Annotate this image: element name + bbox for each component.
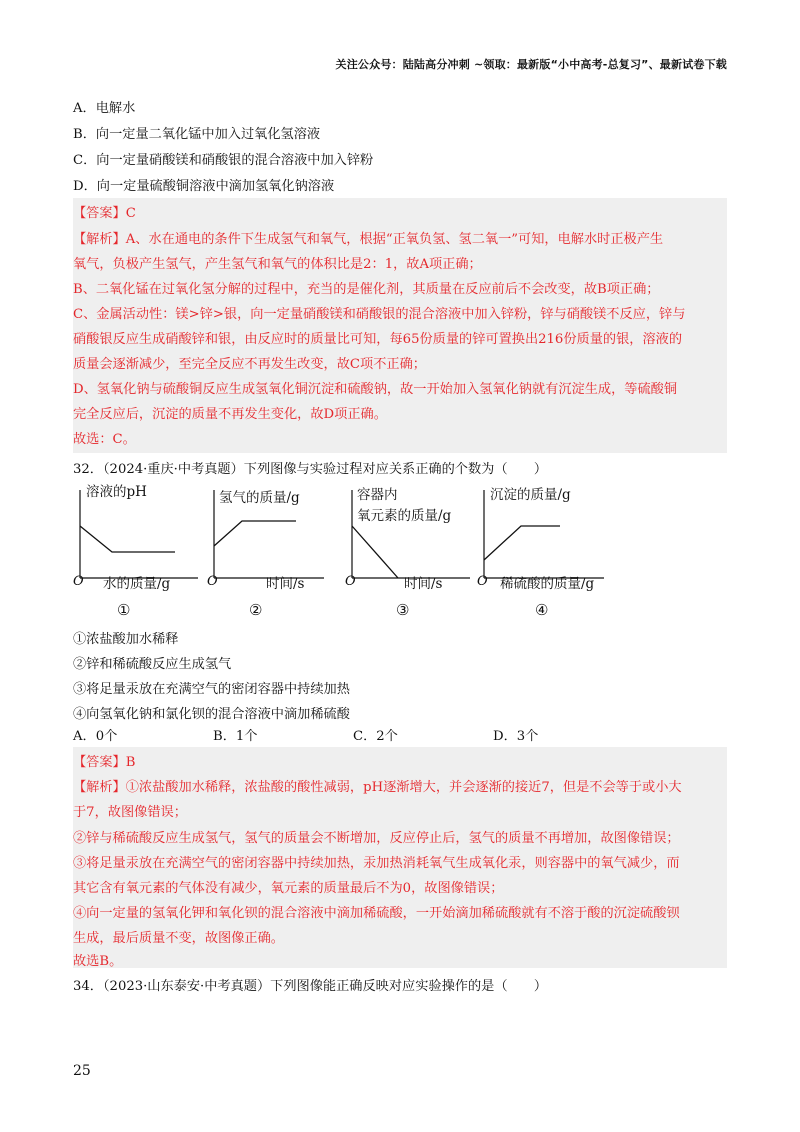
q32-analysis-line: ②锌与稀硫酸反应生成氢气，氢气的质量会不断增加，反应停止后，氢气的质量不再增加，故图像错误；: [73, 831, 680, 846]
q32-analysis-line: 生成，最后质量不变，故图像正确。: [73, 931, 284, 946]
q32-answer-block: [73, 747, 727, 968]
q32-choice-d: D．3个: [493, 729, 539, 744]
q32-analysis-line: ③将足量汞放在充满空气的密闭容器中持续加热，汞加热消耗氧气生成氧化汞，则容器中的氧气减少，而: [73, 856, 680, 871]
q32-statement: ③将足量汞放在充满空气的密闭容器中持续加热: [73, 682, 350, 697]
graph-4-xlabel: 稀硫酸的质量/g: [500, 576, 595, 592]
q31-answer-block: [73, 198, 727, 453]
graph-1: [70, 482, 210, 622]
q31-option-b: B．向一定量二氧化锰中加入过氧化氢溶液: [73, 127, 321, 142]
graph-4: [474, 482, 624, 622]
q32-analysis-line: 【解析】①浓盐酸加水稀释，浓盐酸的酸性减弱，pH逐渐增大，并会逐渐的接近7，但是不会等于或小大: [73, 780, 682, 795]
q34-stem: 34．（2023·山东泰安·中考真题）下列图像能正确反映对应实验操作的是（ ）: [73, 979, 548, 994]
q32-choices: [73, 725, 538, 744]
graph-4-ylabel: 沉淀的质量/g: [490, 487, 571, 503]
graph-2: [204, 482, 344, 622]
graph-1-curve: [80, 526, 175, 552]
q32-stem: 32．（2024·重庆·中考真题）下列图像与实验过程对应关系正确的个数为（ ）: [73, 462, 548, 477]
q32-choice-b: B．1个: [213, 729, 258, 744]
graph-1-number: ①: [117, 601, 131, 619]
graph-4-number: ④: [535, 601, 549, 619]
graph-4-origin: O: [477, 574, 488, 589]
graph-3-origin: O: [345, 574, 356, 589]
graph-3-ylabel-line2: 氧元素的质量/g: [357, 508, 452, 524]
q32-statement: ①浓盐酸加水稀释: [73, 632, 179, 647]
graph-3: [342, 482, 482, 622]
q31-analysis-line: D、氢氧化钠与硫酸铜反应生成氢氧化铜沉淀和硫酸钠，故一开始加入氢氧化钠就有沉淀生成，等硫酸铜: [73, 382, 678, 397]
q31-analysis-line: 硝酸银反应生成硝酸锌和银，由反应时的质量比可知，每65份质量的锌可置换出216份质量的银，溶液的: [73, 332, 683, 347]
graph-2-origin: O: [207, 574, 218, 589]
q32-choice-a: A．0个: [73, 729, 118, 744]
q32-analysis-line: 于7，故图像错误；: [73, 805, 187, 820]
q32-statement: ②锌和稀硫酸反应生成氢气: [73, 657, 232, 672]
q31-analysis-line: 故选：C。: [73, 432, 136, 447]
graph-3-ylabel: 容器内: [357, 487, 398, 503]
q31-answer: 【答案】C: [73, 206, 136, 221]
q31-analysis-line: 氧气，负极产生氢气，产生氢气和氧气的体积比是2：1，故A项正确；: [73, 257, 482, 272]
graph-1-ylabel: 溶液的pH: [86, 484, 147, 500]
graph-2-curve: [214, 521, 296, 546]
graph-1-origin: O: [73, 574, 84, 589]
q32-analysis-line: ④向一定量的氢氧化钾和氧化钡的混合溶液中滴加稀硫酸，一开始滴加稀硫酸就有不溶于酸的沉淀硫酸钡: [73, 906, 680, 921]
q32-analysis-line: 故选B。: [73, 954, 123, 969]
graph-1-xlabel: 水的质量/g: [103, 576, 171, 592]
q32-choice-c: C．2个: [353, 729, 398, 744]
graph-4-curve: [484, 526, 560, 560]
page-number: 25: [73, 1063, 91, 1079]
q32-analysis-line: 其它含有氧元素的气体没有减少，氧元素的质量最后不为0，故图像错误；: [73, 881, 504, 896]
q31-analysis-line: 质量会逐渐减少，至完全反应不再发生改变，故C项不正确；: [73, 357, 426, 372]
page-header: 关注公众号：陆陆高分冲刺 ~领取：最新版“小中高考-总复习”、最新试卷下载: [335, 58, 727, 71]
q31-option-d: D．向一定量硫酸铜溶液中滴加氢氧化钠溶液: [73, 179, 335, 194]
graph-3-xlabel: 时间/s: [404, 576, 443, 592]
q32-answer: 【答案】B: [73, 755, 136, 770]
q31-analysis-line: C、金属活动性：镁>锌>银，向一定量硝酸镁和硝酸银的混合溶液中加入锌粉，锌与硝酸镁不反应，锌与: [73, 307, 686, 322]
graph-2-xlabel: 时间/s: [266, 576, 305, 592]
graph-2-number: ②: [249, 601, 263, 619]
graph-2-ylabel: 氢气的质量/g: [219, 490, 300, 506]
q31-analysis-line: 【解析】A、水在通电的条件下生成氢气和氧气，根据“正氧负氢、氢二氧一”可知，电解水时正极产生: [73, 232, 664, 247]
q31-option-a: A．电解水: [73, 101, 136, 116]
graph-3-curve: [352, 526, 398, 578]
q32-statement: ④向氢氧化钠和氯化钡的混合溶液中滴加稀硫酸: [73, 707, 350, 722]
q31-analysis-line: B、二氧化锰在过氧化氢分解的过程中，充当的是催化剂，其质量在反应前后不会改变，故B项正确；: [73, 282, 660, 297]
q31-analysis-line: 完全反应后，沉淀的质量不再发生变化，故D项正确。: [73, 407, 387, 422]
q31-option-c: C．向一定量硝酸镁和硝酸银的混合溶液中加入锌粉: [73, 153, 374, 168]
graph-3-number: ③: [396, 601, 410, 619]
